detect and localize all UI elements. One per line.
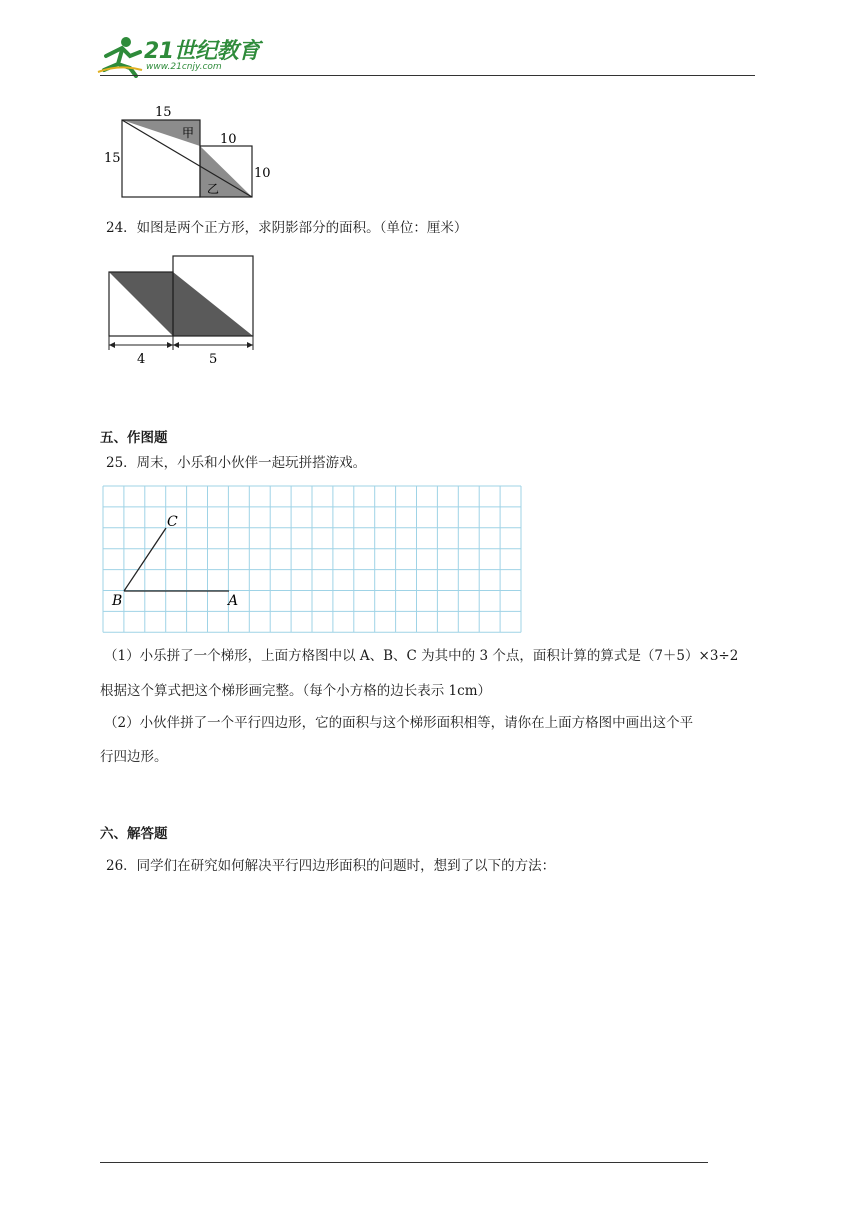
label-yi: 乙 [207,182,220,196]
point-label-c: C [167,514,178,530]
footer-divider [100,1162,708,1163]
section-6-title: 六、解答题 [100,826,168,842]
label-small-top-10: 10 [220,132,237,147]
label-jia: 甲 [182,126,195,140]
point-label-b: B [112,593,123,609]
logo-title: 21世纪教育 [144,39,260,64]
shaded-parallelogram [109,272,253,336]
label-left-15: 15 [104,151,121,166]
grid-lines [103,486,521,632]
q25-part1-line1: （1）小乐拼了一个梯形，上面方格图中以 A、B、C 为其中的 3 个点，面积计算的算式是（7＋5）×3÷2 [104,648,739,664]
q25-part1-line2: 根据这个算式把这个梯形画完整。（每个小方格的边长表示 1cm） [100,683,491,699]
point-label-a: A [228,593,239,609]
figure-q23 [100,100,290,205]
section-5-title: 五、作图题 [100,430,168,446]
question-24-text: 24．如图是两个正方形，求阴影部分的面积。（单位：厘米） [106,220,468,236]
question-26-text: 26．同学们在研究如何解决平行四边形面积的问题时，想到了以下的方法： [106,858,556,874]
q25-part2-line2: 行四边形。 [100,749,168,765]
figure-q24 [100,250,265,370]
q25-part2-line1: （2）小伙伴拼了一个平行四边形，它的面积与这个梯形面积相等，请你在上面方格图中画出这个平 [104,715,694,731]
dim-label-5: 5 [209,352,218,367]
label-top-15: 15 [155,105,172,120]
grid-figure-q25[interactable] [100,484,526,636]
dim-label-4: 4 [137,352,146,367]
question-25-text: 25．周末，小乐和小伙伴一起玩拼搭游戏。 [106,455,367,471]
runner-logo-icon [96,34,144,78]
header-divider [100,75,755,76]
logo-url: www.21cnjy.com [146,62,222,72]
label-small-right-10: 10 [254,166,271,181]
